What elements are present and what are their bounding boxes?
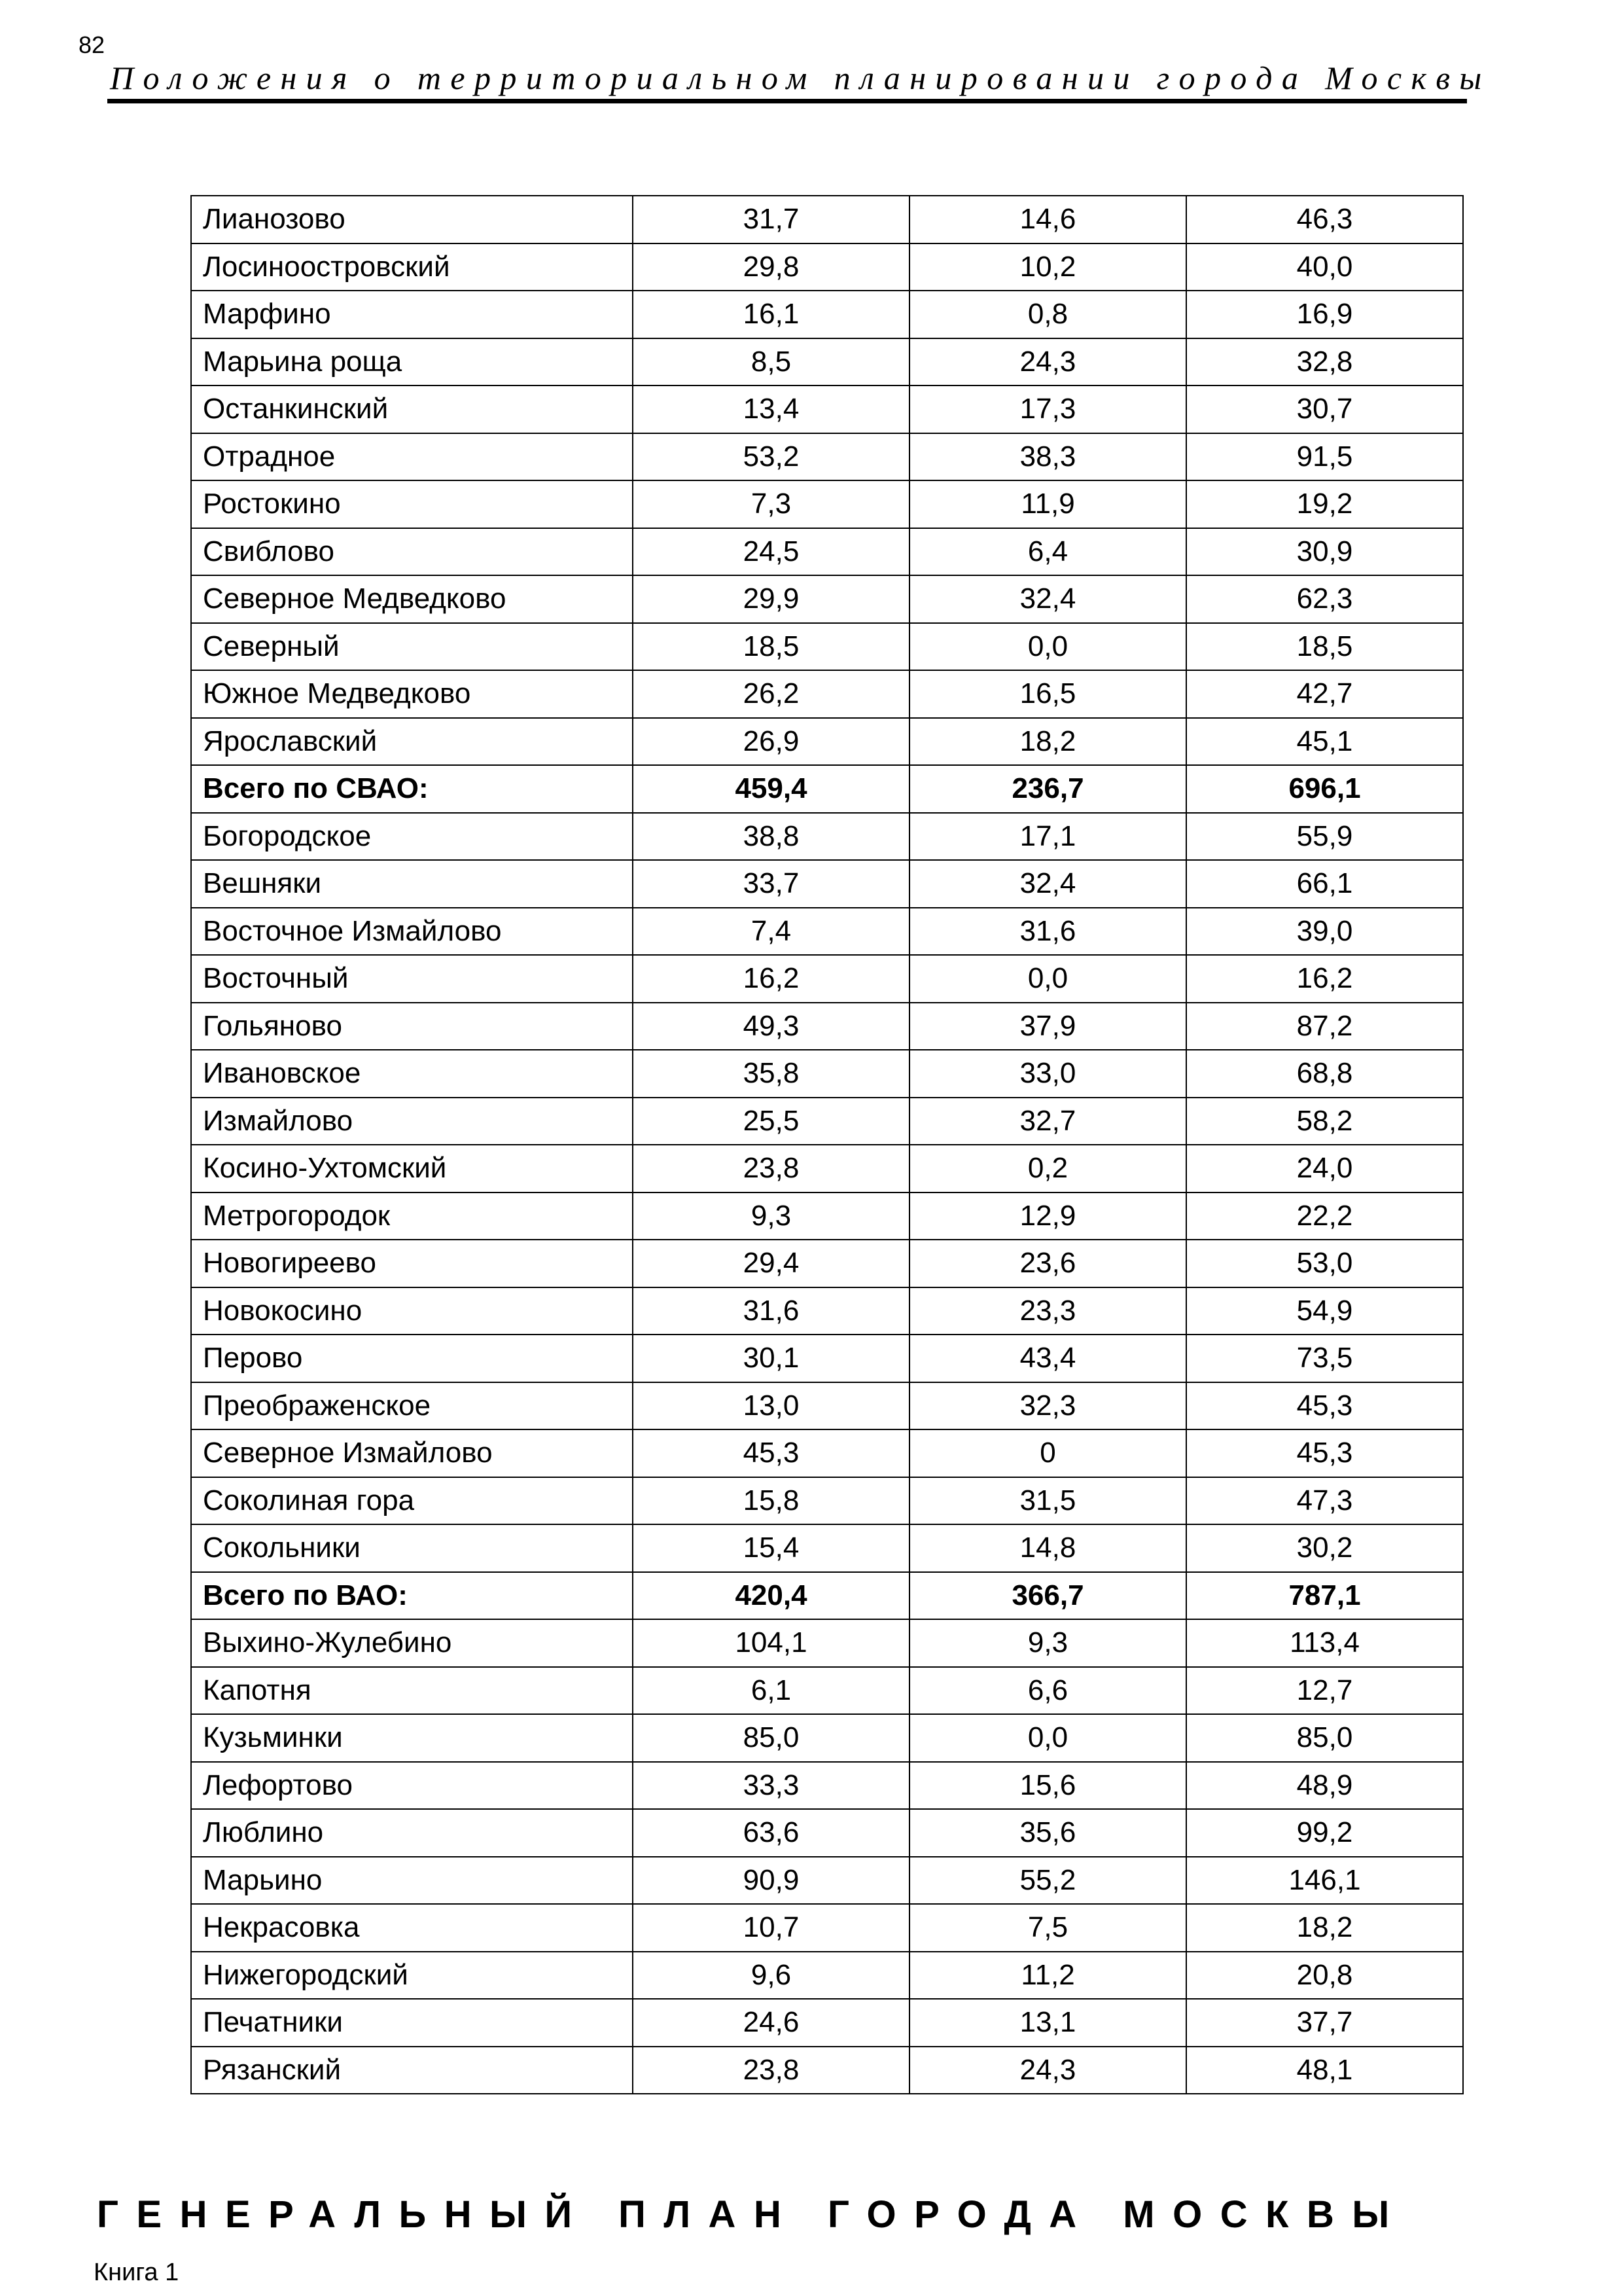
table-row (191, 528, 1463, 576)
district-name-cell: Лосиноостровский (191, 243, 633, 291)
value-2-cell: 31,6 (909, 908, 1186, 956)
value-3-cell: 19,2 (1186, 480, 1463, 528)
district-table (190, 195, 1464, 2094)
value-3-cell: 39,0 (1186, 908, 1463, 956)
value-1-cell: 25,5 (633, 1098, 909, 1145)
value-2-cell: 0 (909, 1429, 1186, 1477)
district-name-cell: Лианозово (191, 196, 633, 243)
value-1-cell: 33,7 (633, 860, 909, 908)
table-row (191, 718, 1463, 766)
value-1-cell: 104,1 (633, 1619, 909, 1667)
district-name-cell: Соколиная гора (191, 1477, 633, 1525)
district-name-cell: Сокольники (191, 1524, 633, 1572)
value-3-cell: 53,0 (1186, 1240, 1463, 1287)
value-1-cell: 10,7 (633, 1904, 909, 1952)
table-row (191, 1240, 1463, 1287)
district-name-cell: Восточное Измайлово (191, 908, 633, 956)
value-3-cell: 85,0 (1186, 1714, 1463, 1762)
value-3-cell: 48,9 (1186, 1762, 1463, 1810)
value-3-cell: 18,2 (1186, 1904, 1463, 1952)
value-2-cell: 35,6 (909, 1809, 1186, 1857)
value-1-cell: 49,3 (633, 1003, 909, 1050)
value-1-cell: 13,4 (633, 386, 909, 433)
table-row (191, 575, 1463, 623)
district-name-cell: Всего по СВАО: (191, 765, 633, 813)
value-2-cell: 23,3 (909, 1287, 1186, 1335)
district-name-cell: Рязанский (191, 2047, 633, 2094)
value-1-cell: 24,5 (633, 528, 909, 576)
value-3-cell: 20,8 (1186, 1952, 1463, 2000)
value-2-cell: 24,3 (909, 338, 1186, 386)
footer-book-label: Книга 1 (94, 2259, 179, 2286)
district-name-cell: Ярославский (191, 718, 633, 766)
district-name-cell: Северное Измайлово (191, 1429, 633, 1477)
table-total-row (191, 765, 1463, 813)
value-2-cell: 10,2 (909, 243, 1186, 291)
value-3-cell: 45,1 (1186, 718, 1463, 766)
table-row (191, 1619, 1463, 1667)
value-1-cell: 30,1 (633, 1335, 909, 1382)
table-row (191, 813, 1463, 861)
district-name-cell: Марьино (191, 1857, 633, 1905)
value-1-cell: 33,3 (633, 1762, 909, 1810)
table-row (191, 386, 1463, 433)
table-row (191, 1999, 1463, 2047)
table-row (191, 670, 1463, 718)
value-2-cell: 0,0 (909, 1714, 1186, 1762)
value-1-cell: 90,9 (633, 1857, 909, 1905)
table-row (191, 196, 1463, 243)
value-3-cell: 22,2 (1186, 1193, 1463, 1240)
value-1-cell: 9,6 (633, 1952, 909, 2000)
value-2-cell: 11,2 (909, 1952, 1186, 2000)
value-1-cell: 29,9 (633, 575, 909, 623)
district-name-cell: Выхино-Жулебино (191, 1619, 633, 1667)
table-row (191, 1524, 1463, 1572)
value-3-cell: 30,9 (1186, 528, 1463, 576)
value-1-cell: 15,4 (633, 1524, 909, 1572)
district-name-cell: Останкинский (191, 386, 633, 433)
district-name-cell: Ростокино (191, 480, 633, 528)
district-name-cell: Некрасовка (191, 1904, 633, 1952)
page-number: 82 (79, 31, 105, 58)
value-2-cell: 6,4 (909, 528, 1186, 576)
value-2-cell: 13,1 (909, 1999, 1186, 2047)
value-3-cell: 87,2 (1186, 1003, 1463, 1050)
value-1-cell: 15,8 (633, 1477, 909, 1525)
table-row (191, 243, 1463, 291)
table-row (191, 1762, 1463, 1810)
value-3-cell: 787,1 (1186, 1572, 1463, 1620)
table-total-row (191, 1572, 1463, 1620)
district-name-cell: Нижегородский (191, 1952, 633, 2000)
value-3-cell: 58,2 (1186, 1098, 1463, 1145)
value-2-cell: 33,0 (909, 1050, 1186, 1098)
table-row (191, 1857, 1463, 1905)
value-2-cell: 37,9 (909, 1003, 1186, 1050)
value-3-cell: 40,0 (1186, 243, 1463, 291)
district-name-cell: Люблино (191, 1809, 633, 1857)
value-3-cell: 42,7 (1186, 670, 1463, 718)
running-title: Положения о территориальном планировании города Москвы (110, 60, 1491, 96)
value-3-cell: 24,0 (1186, 1145, 1463, 1193)
district-name-cell: Преображенское (191, 1382, 633, 1430)
value-1-cell: 38,8 (633, 813, 909, 861)
value-1-cell: 7,4 (633, 908, 909, 956)
value-1-cell: 26,9 (633, 718, 909, 766)
table-body (191, 196, 1463, 2094)
value-3-cell: 32,8 (1186, 338, 1463, 386)
value-3-cell: 696,1 (1186, 765, 1463, 813)
value-2-cell: 366,7 (909, 1572, 1186, 1620)
value-2-cell: 18,2 (909, 718, 1186, 766)
table-row (191, 2047, 1463, 2094)
value-1-cell: 18,5 (633, 623, 909, 671)
value-3-cell: 16,9 (1186, 291, 1463, 338)
value-1-cell: 9,3 (633, 1193, 909, 1240)
table-row (191, 1809, 1463, 1857)
value-3-cell: 73,5 (1186, 1335, 1463, 1382)
value-3-cell: 30,7 (1186, 386, 1463, 433)
value-2-cell: 0,2 (909, 1145, 1186, 1193)
table-row (191, 623, 1463, 671)
value-2-cell: 14,6 (909, 196, 1186, 243)
value-2-cell: 31,5 (909, 1477, 1186, 1525)
value-2-cell: 38,3 (909, 433, 1186, 481)
value-3-cell: 146,1 (1186, 1857, 1463, 1905)
value-2-cell: 7,5 (909, 1904, 1186, 1952)
table-row (191, 1287, 1463, 1335)
district-name-cell: Ивановское (191, 1050, 633, 1098)
table-row (191, 1429, 1463, 1477)
district-name-cell: Кузьминки (191, 1714, 633, 1762)
value-1-cell: 35,8 (633, 1050, 909, 1098)
district-name-cell: Косино-Ухтомский (191, 1145, 633, 1193)
value-1-cell: 29,4 (633, 1240, 909, 1287)
value-2-cell: 9,3 (909, 1619, 1186, 1667)
value-3-cell: 62,3 (1186, 575, 1463, 623)
value-3-cell: 54,9 (1186, 1287, 1463, 1335)
value-3-cell: 37,7 (1186, 1999, 1463, 2047)
value-3-cell: 55,9 (1186, 813, 1463, 861)
district-name-cell: Богородское (191, 813, 633, 861)
district-name-cell: Северный (191, 623, 633, 671)
value-3-cell: 12,7 (1186, 1667, 1463, 1715)
table-row (191, 291, 1463, 338)
value-3-cell: 45,3 (1186, 1429, 1463, 1477)
value-3-cell: 16,2 (1186, 955, 1463, 1003)
value-1-cell: 31,7 (633, 196, 909, 243)
value-1-cell: 16,1 (633, 291, 909, 338)
value-2-cell: 15,6 (909, 1762, 1186, 1810)
table-row (191, 1904, 1463, 1952)
value-2-cell: 43,4 (909, 1335, 1186, 1382)
value-3-cell: 91,5 (1186, 433, 1463, 481)
value-2-cell: 11,9 (909, 480, 1186, 528)
table-row (191, 433, 1463, 481)
header-rule (107, 99, 1467, 103)
district-name-cell: Марфино (191, 291, 633, 338)
value-1-cell: 8,5 (633, 338, 909, 386)
district-name-cell: Новокосино (191, 1287, 633, 1335)
value-2-cell: 0,0 (909, 623, 1186, 671)
table-row (191, 860, 1463, 908)
value-2-cell: 14,8 (909, 1524, 1186, 1572)
value-2-cell: 6,6 (909, 1667, 1186, 1715)
value-3-cell: 99,2 (1186, 1809, 1463, 1857)
table-row (191, 338, 1463, 386)
value-1-cell: 45,3 (633, 1429, 909, 1477)
value-3-cell: 113,4 (1186, 1619, 1463, 1667)
value-2-cell: 32,4 (909, 860, 1186, 908)
table-row (191, 1952, 1463, 2000)
table-row (191, 1098, 1463, 1145)
value-2-cell: 16,5 (909, 670, 1186, 718)
value-2-cell: 0,0 (909, 955, 1186, 1003)
table-row (191, 480, 1463, 528)
value-1-cell: 31,6 (633, 1287, 909, 1335)
value-1-cell: 63,6 (633, 1809, 909, 1857)
district-name-cell: Лефортово (191, 1762, 633, 1810)
value-2-cell: 55,2 (909, 1857, 1186, 1905)
table-row (191, 1050, 1463, 1098)
value-2-cell: 236,7 (909, 765, 1186, 813)
value-3-cell: 46,3 (1186, 196, 1463, 243)
district-name-cell: Восточный (191, 955, 633, 1003)
table-row (191, 1193, 1463, 1240)
value-1-cell: 13,0 (633, 1382, 909, 1430)
value-3-cell: 45,3 (1186, 1382, 1463, 1430)
district-name-cell: Северное Медведково (191, 575, 633, 623)
value-1-cell: 16,2 (633, 955, 909, 1003)
value-2-cell: 32,3 (909, 1382, 1186, 1430)
value-2-cell: 12,9 (909, 1193, 1186, 1240)
value-2-cell: 0,8 (909, 291, 1186, 338)
district-name-cell: Гольяново (191, 1003, 633, 1050)
district-name-cell: Свиблово (191, 528, 633, 576)
value-2-cell: 17,3 (909, 386, 1186, 433)
value-3-cell: 66,1 (1186, 860, 1463, 908)
district-name-cell: Марьина роща (191, 338, 633, 386)
district-name-cell: Капотня (191, 1667, 633, 1715)
district-name-cell: Новогиреево (191, 1240, 633, 1287)
value-3-cell: 68,8 (1186, 1050, 1463, 1098)
value-2-cell: 23,6 (909, 1240, 1186, 1287)
district-name-cell: Вешняки (191, 860, 633, 908)
value-1-cell: 6,1 (633, 1667, 909, 1715)
value-1-cell: 23,8 (633, 2047, 909, 2094)
table-row (191, 1003, 1463, 1050)
district-name-cell: Печатники (191, 1999, 633, 2047)
value-1-cell: 24,6 (633, 1999, 909, 2047)
district-name-cell: Метрогородок (191, 1193, 633, 1240)
value-2-cell: 24,3 (909, 2047, 1186, 2094)
footer-title: ГЕНЕРАЛЬНЫЙ ПЛАН ГОРОДА МОСКВЫ (97, 2193, 1407, 2236)
value-1-cell: 23,8 (633, 1145, 909, 1193)
district-name-cell: Перово (191, 1335, 633, 1382)
table-row (191, 1477, 1463, 1525)
table-row (191, 1145, 1463, 1193)
value-1-cell: 29,8 (633, 243, 909, 291)
value-1-cell: 7,3 (633, 480, 909, 528)
value-3-cell: 47,3 (1186, 1477, 1463, 1525)
table-row (191, 1667, 1463, 1715)
table-row (191, 908, 1463, 956)
value-2-cell: 32,4 (909, 575, 1186, 623)
value-1-cell: 26,2 (633, 670, 909, 718)
value-3-cell: 18,5 (1186, 623, 1463, 671)
table-row (191, 1382, 1463, 1430)
district-name-cell: Южное Медведково (191, 670, 633, 718)
value-1-cell: 420,4 (633, 1572, 909, 1620)
value-1-cell: 85,0 (633, 1714, 909, 1762)
table-row (191, 955, 1463, 1003)
value-3-cell: 48,1 (1186, 2047, 1463, 2094)
value-3-cell: 30,2 (1186, 1524, 1463, 1572)
value-2-cell: 17,1 (909, 813, 1186, 861)
district-name-cell: Измайлово (191, 1098, 633, 1145)
value-2-cell: 32,7 (909, 1098, 1186, 1145)
district-name-cell: Всего по ВАО: (191, 1572, 633, 1620)
table-row (191, 1335, 1463, 1382)
district-name-cell: Отрадное (191, 433, 633, 481)
value-1-cell: 53,2 (633, 433, 909, 481)
table-row (191, 1714, 1463, 1762)
value-1-cell: 459,4 (633, 765, 909, 813)
